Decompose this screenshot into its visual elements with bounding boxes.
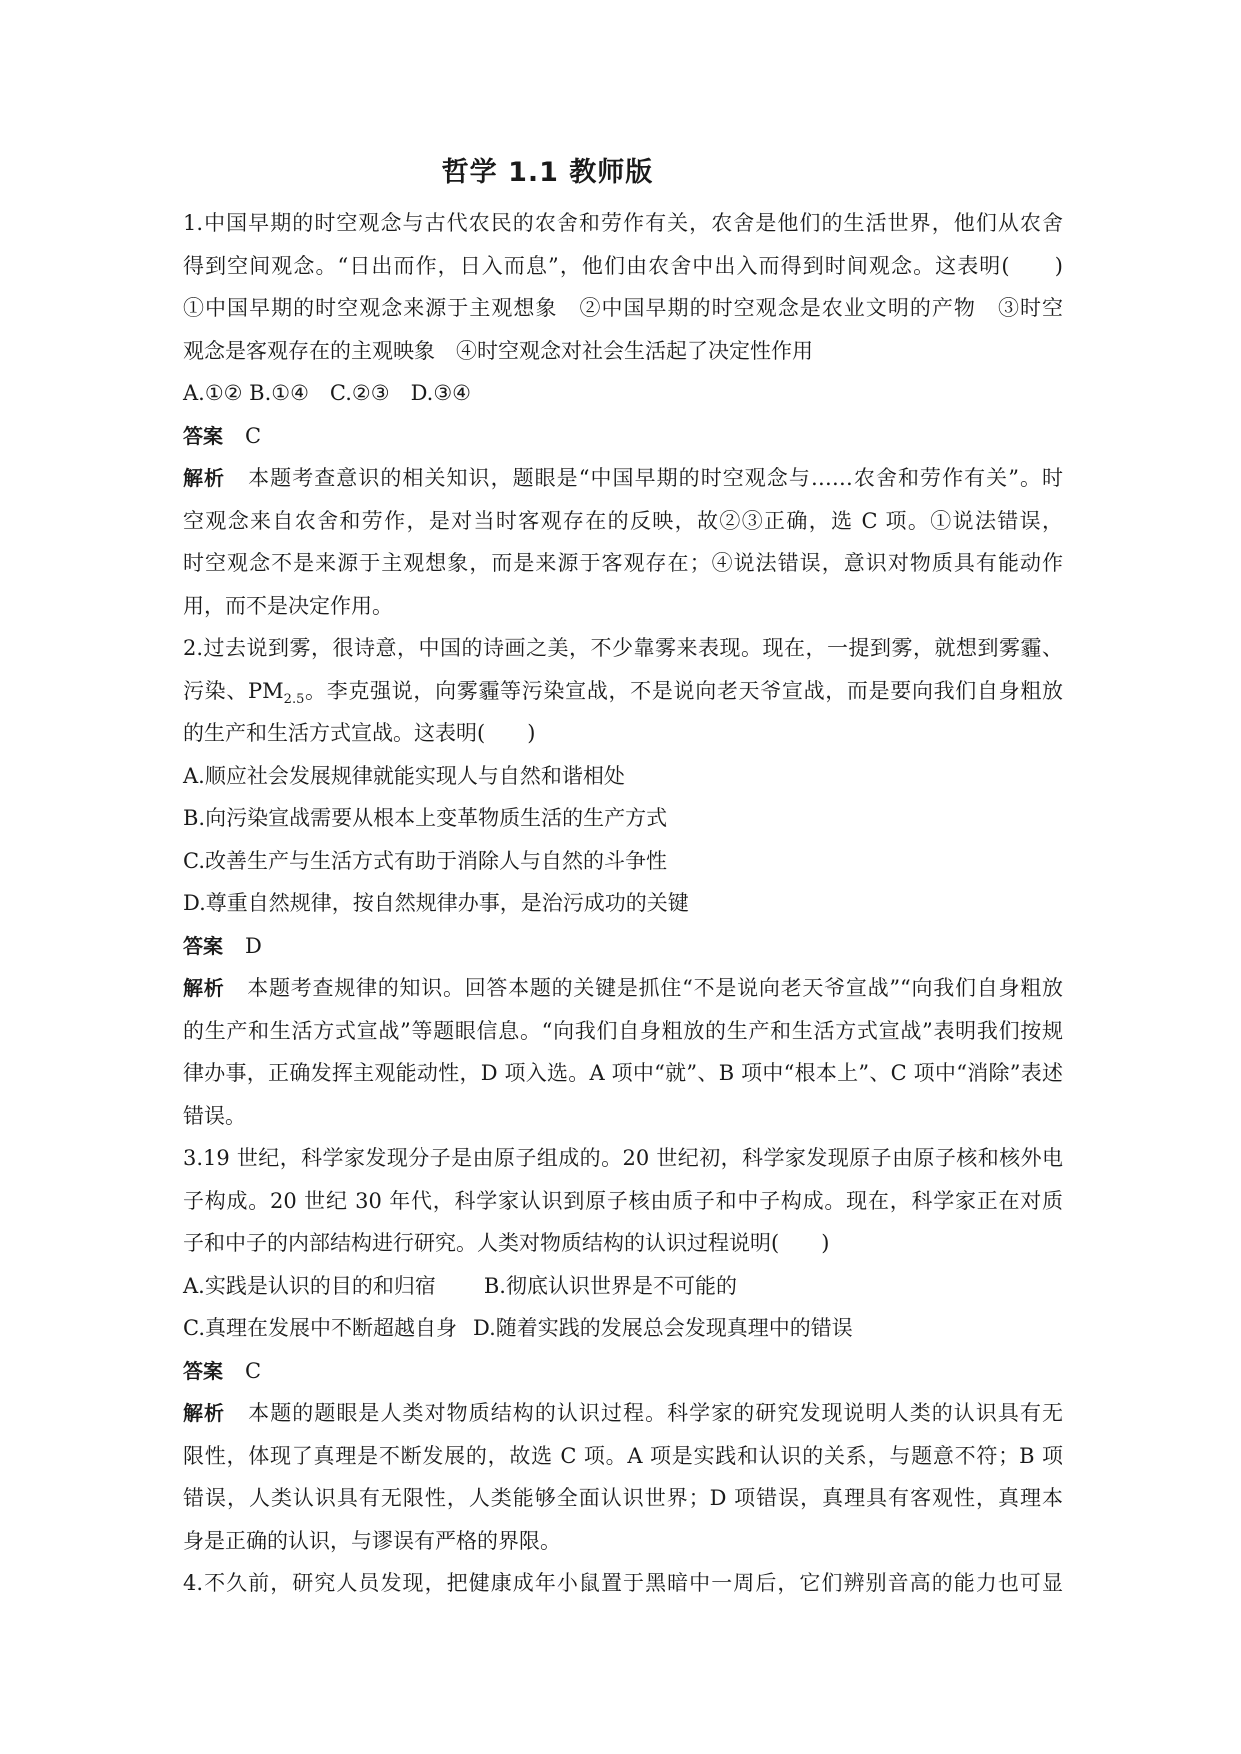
question-3-stem-line: 子构成。20 世纪 30 年代，科学家认识到原子核由质子和中子构成。现在，科学家正在对质 <box>183 1188 1063 1213</box>
question-3-option-c: C.真理在发展中不断超越自身 <box>183 1316 457 1340</box>
analysis-label: 解析 <box>183 1401 226 1425</box>
question-1 <box>183 202 1063 627</box>
analysis-label: 解析 <box>183 466 226 490</box>
question-1-stem-line: 1.中国早期的时空观念与古代农民的农舍和劳作有关，农舍是他们的生活世界，他们从农舍 <box>183 211 1063 235</box>
analysis-line: 本题的题眼是人类对物质结构的认识过程。科学家的研究发现说明人类的认识具有无 <box>247 1401 1064 1425</box>
stem-text: 污染、PM <box>183 678 284 703</box>
analysis-line: 用，而不是决定作用。 <box>183 593 393 618</box>
question-3-option-d: D.随着实践的发展总会发现真理中的错误 <box>473 1316 853 1340</box>
subscript: 2.5 <box>283 691 305 707</box>
question-2-option-a: A.顺应社会发展规律就能实现人与自然和谐相处 <box>183 763 625 788</box>
analysis-line: 身是正确的认识，与谬误有严格的界限。 <box>183 1528 561 1553</box>
question-3 <box>183 1137 1063 1562</box>
analysis-line: 的生产和生活方式宣战”等题眼信息。“向我们自身粗放的生产和生活方式宣战”表明我们按规 <box>183 1018 1063 1043</box>
question-2-stem-line: 2.过去说到雾，很诗意，中国的诗画之美，不少靠雾来表现。现在，一提到雾，就想到雾霾、 <box>183 636 1063 660</box>
question-2-option-c: C.改善生产与生活方式有助于消除人与自然的斗争性 <box>183 848 667 873</box>
analysis-line: 本题考查意识的相关知识，题眼是“中国早期的时空观念与……农舍和劳作有关”。时 <box>247 466 1064 490</box>
page-title: 哲学 1.1 教师版 <box>441 157 654 188</box>
analysis-label: 解析 <box>183 976 225 1000</box>
question-4-stem-line: 4.不久前，研究人员发现，把健康成年小鼠置于黑暗中一周后，它们辨别音高的能力也可显 <box>183 1571 1063 1595</box>
question-1-analysis <box>183 457 1063 500</box>
analysis-line: 本题考查规律的知识。回答本题的关键是抓住“不是说向老天爷宣战”“向我们自身粗放 <box>246 976 1063 1000</box>
question-1-stem-line: 观念是客观存在的主观映象 ④时空观念对社会生活起了决定性作用 <box>183 338 813 363</box>
analysis-line: 律办事，正确发挥主观能动性，D 项入选。A 项中“就”、B 项中“根本上”、C 项中“消除”表述 <box>183 1061 1063 1085</box>
question-4 <box>183 1562 1063 1605</box>
answer-value: D <box>245 933 262 958</box>
question-3-answer <box>183 1350 1063 1393</box>
document-body <box>183 202 1063 1605</box>
analysis-line: 限性，体现了真理是不断发展的，故选 C 项。A 项是实践和认识的关系，与题意不符；B 项 <box>183 1443 1063 1468</box>
analysis-line: 错误，人类认识具有无限性，人类能够全面认识世界；D 项错误，真理具有客观性，真理本 <box>183 1486 1063 1510</box>
question-2-option-d: D.尊重自然规律，按自然规律办事，是治污成功的关键 <box>183 891 689 915</box>
analysis-line: 空观念来自农舍和劳作，是对当时客观存在的反映，故②③正确，选 C 项。①说法错误， <box>183 508 1063 533</box>
question-3-options-row <box>183 1265 1063 1308</box>
question-3-analysis <box>183 1392 1063 1435</box>
question-3-stem-line: 3.19 世纪，科学家发现分子是由原子组成的。20 世纪初，科学家发现原子由原子核和核外电 <box>183 1146 1063 1170</box>
question-3-option-b: B.彻底认识世界是不可能的 <box>483 1273 737 1298</box>
question-2-stem-line: 的生产和生活方式宣战。这表明( ) <box>183 721 536 745</box>
answer-label: 答案 <box>183 933 223 958</box>
question-2-option-b: B.向污染宣战需要从根本上变革物质生活的生产方式 <box>183 806 668 830</box>
answer-label: 答案 <box>183 1358 223 1383</box>
answer-value: C <box>245 423 262 448</box>
answer-label: 答案 <box>183 423 223 448</box>
question-2-analysis <box>183 967 1063 1010</box>
question-1-options: A.①② B.①④ C.②③ D.③④ <box>183 381 471 405</box>
question-1-stem-line: 得到空间观念。“日出而作，日入而息”，他们由农舍中出入而得到时间观念。这表明( ) <box>183 253 1063 278</box>
question-3-options-row <box>183 1307 1063 1350</box>
question-2 <box>183 627 1063 1137</box>
question-1-answer <box>183 415 1063 458</box>
question-3-option-a: A.实践是认识的目的和归宿 <box>183 1273 436 1298</box>
question-2-stem-line <box>183 670 1063 713</box>
question-1-stem-line: ①中国早期的时空观念来源于主观想象 ②中国早期的时空观念是农业文明的产物 ③时空 <box>183 296 1063 320</box>
analysis-line: 错误。 <box>183 1103 246 1128</box>
stem-text: 。李克强说，向雾霾等污染宣战，不是说向老天爷宣战，而是要向我们自身粗放 <box>304 678 1064 703</box>
question-3-stem-line: 子和中子的内部结构进行研究。人类对物质结构的认识过程说明( ) <box>183 1231 830 1255</box>
analysis-line: 时空观念不是来源于主观想象，而是来源于客观存在；④说法错误，意识对物质具有能动作 <box>183 551 1063 575</box>
answer-value: C <box>245 1358 262 1383</box>
question-2-answer <box>183 925 1063 968</box>
